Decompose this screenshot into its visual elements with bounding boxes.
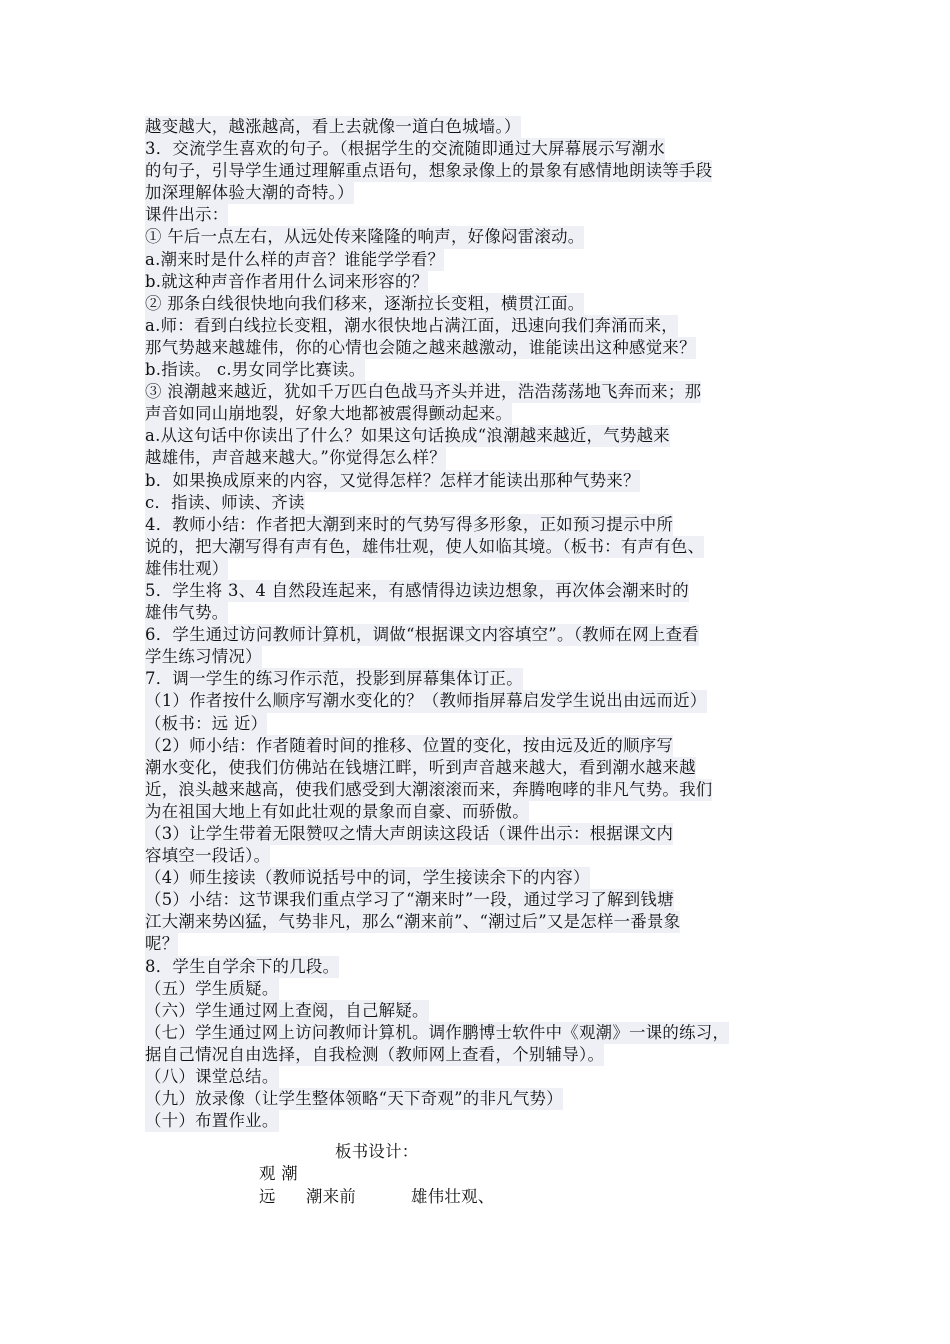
- board-grand: 雄伟壮观、: [411, 1187, 495, 1206]
- text-line: （板书：远 近）: [145, 713, 267, 735]
- text-line: 那气势越来越雄伟，你的心情也会随之越来越激动，谁能读出这种感觉来？: [145, 337, 696, 359]
- text-line: c．指读、师读、齐读: [145, 492, 305, 514]
- lesson-text: [145, 116, 815, 1132]
- text-line: 雄伟壮观）: [145, 558, 228, 580]
- text-line: （八）课堂总结。: [145, 1066, 279, 1088]
- text-line: 潮水变化，使我们仿佛站在钱塘江畔，听到声音越来越大，看到潮水越来越: [145, 757, 696, 779]
- text-line: ③ 浪潮越来越近，犹如千万匹白色战马齐头并进，浩浩荡荡地飞奔而来；那: [145, 381, 701, 403]
- text-line: 加深理解体验大潮的奇特。）: [145, 182, 354, 204]
- text-line: （3）让学生带着无限赞叹之情大声朗读这段话（课件出示：根据课文内: [145, 823, 673, 845]
- text-line: 越雄伟，声音越来越大。”你觉得怎么样？: [145, 447, 446, 469]
- text-line: （九）放录像（让学生整体领略“天下奇观”的非凡气势）: [145, 1088, 563, 1110]
- board-far: 远: [259, 1187, 276, 1206]
- text-line: 课件出示：: [145, 204, 228, 226]
- text-line: a.师：看到白线拉长变粗，潮水很快地占满江面，迅速向我们奔涌而来，: [145, 315, 678, 337]
- text-line: （2）师小结：作者随着时间的推移、位置的变化，按由远及近的顺序写: [145, 735, 673, 757]
- text-line: 雄伟气势。: [145, 602, 228, 624]
- text-line: 3．交流学生喜欢的句子。（根据学生的交流随即通过大屏幕展示写潮水: [145, 138, 665, 160]
- text-line: b．如果换成原来的内容，又觉得怎样？怎样才能读出那种气势来？: [145, 470, 640, 492]
- text-line: 8．学生自学余下的几段。: [145, 956, 339, 978]
- text-line: 近，浪头越来越高，使我们感受到大潮滚滚而来，奔腾咆哮的非凡气势。我们: [145, 779, 712, 801]
- text-line: a.从这句话中你读出了什么？如果这句话换成“浪潮越来越近，气势越来: [145, 425, 670, 447]
- text-line: 容填空一段话）。: [145, 845, 270, 867]
- text-line: 说的，把大潮写得有声有色，雄伟壮观，使人如临其境。（板书：有声有色、: [145, 536, 704, 558]
- text-line: a.潮来时是什么样的声音？谁能学学看？: [145, 249, 444, 271]
- text-line: （六）学生通过网上查阅，自己解疑。: [145, 1000, 429, 1022]
- text-line: 为在祖国大地上有如此壮观的景象而自豪、而骄傲。: [145, 801, 529, 823]
- text-line: （4）师生接读（教师说括号中的词，学生接读余下的内容）: [145, 867, 590, 889]
- text-line: 6．学生通过访问教师计算机，调做“根据课文内容填空”。（教师在网上查看: [145, 624, 699, 646]
- text-line: （5）小结：这节课我们重点学习了“潮来时”一段，通过学习了解到钱塘: [145, 889, 674, 911]
- board-heading: 板书设计：: [335, 1142, 419, 1161]
- text-line: ① 午后一点左右，从远处传来隆隆的响声，好像闷雷滚动。: [145, 226, 584, 248]
- text-line: 学生练习情况）: [145, 646, 262, 668]
- board-title: 观 潮: [259, 1164, 298, 1183]
- board-before-tide: 潮来前: [306, 1187, 357, 1206]
- text-line: b.指读。 c.男女同学比赛读。: [145, 359, 365, 381]
- text-line: 声音如同山崩地裂，好象大地都被震得颤动起来。: [145, 403, 512, 425]
- text-line: b.就这种声音作者用什么词来形容的？: [145, 271, 428, 293]
- text-line: 越变越大，越涨越高，看上去就像一道白色城墙。）: [145, 116, 521, 138]
- text-line: （五）学生质疑。: [145, 978, 279, 1000]
- text-line: 据自己情况自由选择，自我检测（教师网上查看，个别辅导）。: [145, 1044, 604, 1066]
- text-line: （1）作者按什么顺序写潮水变化的？（教师指屏幕启发学生说出由远而近）: [145, 690, 707, 712]
- text-line: 7．调一学生的练习作示范，投影到屏幕集体订正。: [145, 668, 523, 690]
- text-line: （十）布置作业。: [145, 1110, 279, 1132]
- text-line: 呢？: [145, 933, 178, 955]
- text-line: 5．学生将 3、4 自然段连起来，有感情得边读边想象，再次体会潮来时的: [145, 580, 689, 602]
- text-line: （七）学生通过网上访问教师计算机。调作鹏博士软件中《观潮》一课的练习，: [145, 1022, 729, 1044]
- text-line: 的句子，引导学生通过理解重点语句，想象录像上的景象有感情地朗读等手段: [145, 160, 712, 182]
- text-line: 江大潮来势凶猛，气势非凡，那么“潮来前”、“潮过后”又是怎样一番景象: [145, 911, 680, 933]
- text-line: 4．教师小结：作者把大潮到来时的气势写得多形象，正如预习提示中所: [145, 514, 673, 536]
- text-line: ② 那条白线很快地向我们移来，逐渐拉长变粗，横贯江面。: [145, 293, 584, 315]
